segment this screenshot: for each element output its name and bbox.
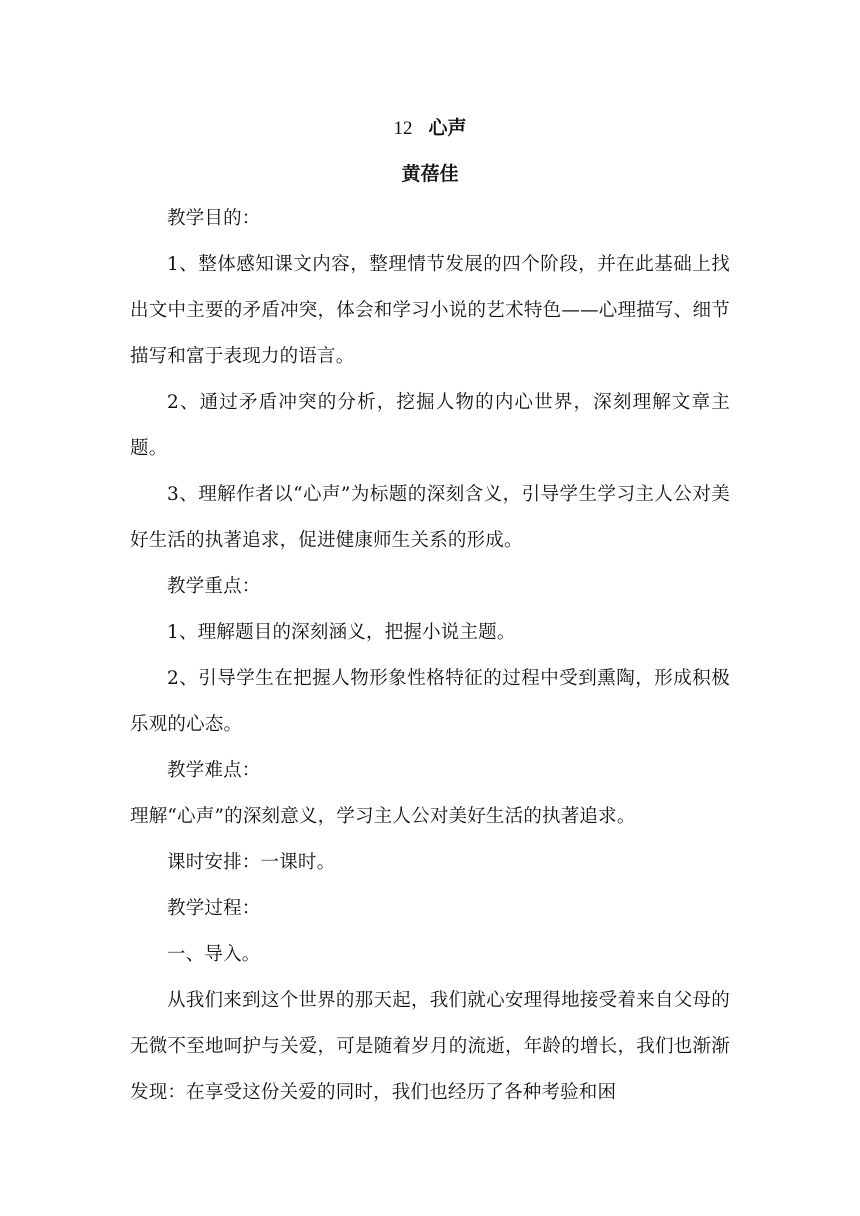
document-page bbox=[130, 112, 730, 1116]
goal-item-1: 1、整体感知课文内容，整理情节发展的四个阶段，并在此基础上找出文中主要的矛盾冲突，体会和学习小说的艺术特色——心理描写、细节描写和富于表现力的语言。 bbox=[130, 254, 730, 367]
lesson-title-text: 心声 bbox=[428, 117, 467, 139]
key-point-1: 1、理解题目的深刻涵义，把握小说主题。 bbox=[167, 622, 516, 643]
heading-teaching-goals: 教学目的： bbox=[167, 208, 261, 229]
goal-item-3: 3、理解作者以“心声”为标题的深刻含义，引导学生学习主人公对美好生活的执著追求，促进健康师生关系的形成。 bbox=[130, 484, 730, 551]
heading-key-points: 教学重点： bbox=[167, 576, 261, 597]
heading-process: 教学过程： bbox=[167, 898, 261, 919]
heading-difficulties: 教学难点： bbox=[167, 760, 261, 781]
lesson-number: 12 bbox=[393, 118, 413, 139]
section-intro-heading: 一、导入。 bbox=[167, 944, 261, 965]
key-point-2: 2、引导学生在把握人物形象性格特征的过程中受到熏陶，形成积极乐观的心态。 bbox=[130, 668, 730, 735]
goal-item-2: 2、通过矛盾冲突的分析，挖掘人物的内心世界，深刻理解文章主题。 bbox=[130, 392, 730, 459]
lesson-title bbox=[130, 112, 730, 144]
intro-paragraph: 从我们来到这个世界的那天起，我们就心安理得地接受着来自父母的无微不至地呵护与关爱，可是随着岁月的流逝，年龄的增长，我们也渐渐发现：在享受这份关爱的同时，我们也经历了各种考验和困 bbox=[130, 990, 730, 1103]
difficulty-text: 理解“心声”的深刻意义，学习主人公对美好生活的执著追求。 bbox=[130, 806, 636, 827]
author-name: 黄蓓佳 bbox=[401, 163, 459, 185]
class-hours: 课时安排：一课时。 bbox=[167, 852, 336, 873]
